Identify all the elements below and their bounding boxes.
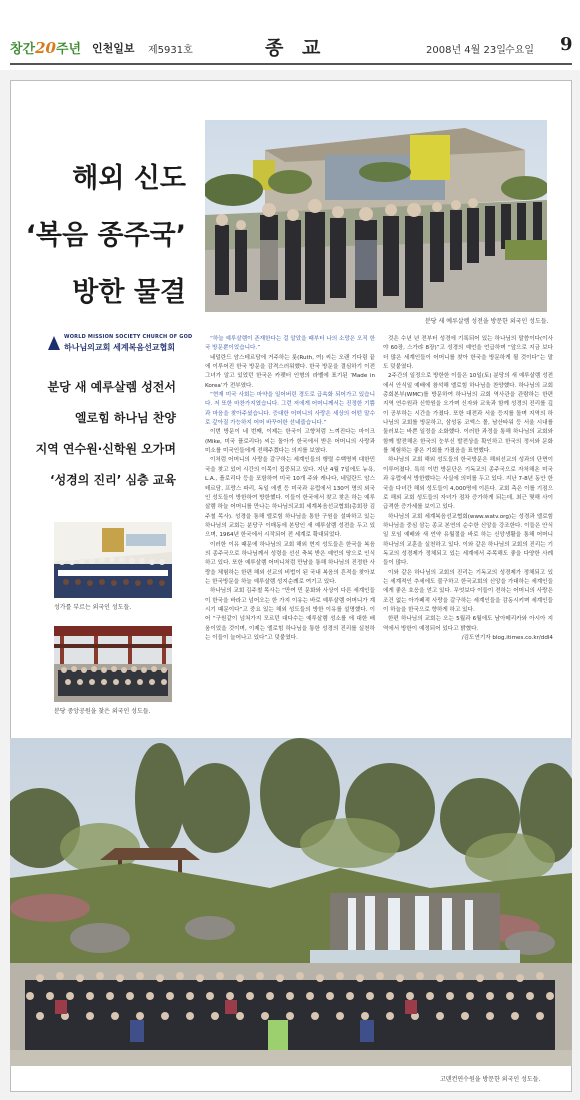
caption-bottom-photo: 고덴컨연수원을 방문한 외국인 성도들. bbox=[440, 1076, 541, 1083]
caption-top-photo: 분당 새 예루살렘 성전을 방문한 외국인 성도들. bbox=[425, 318, 549, 325]
article-column-2 bbox=[383, 335, 553, 735]
paper-name: 인천일보 bbox=[92, 42, 135, 55]
photo-park-group bbox=[54, 626, 172, 702]
paragraph: 하나님의 교회 해외 성도들의 한국방문은 해외선교의 성과의 단면이 이루어졌다. 특히 이번 방문단은 기독교의 종주국으로 자처해온 미국과 유럽에서 방한했다는 사실에 의미를 두고 있다. 지난 7-8년 동안 한국을 다녀간 해외 성도들이 4,000명에 이른다. 교회 측은 이를 기점으로 해외 교회 성도들의 자녀가 점차 증가하게 되는데, 최근 몇해 사이 급격한 증가세를 보이고 있다. bbox=[383, 457, 553, 511]
issue-weekday: 수요일 bbox=[505, 45, 534, 56]
photo-choir-image bbox=[54, 522, 172, 598]
byline: /김도연기자 blog.itimes.co.kr/ddl4 bbox=[461, 635, 553, 641]
paragraph: 하나님의 교회 김주철 목사는 “만여 민 문화와 사상이 다른 세계인들이 한국을 바라고 넘어오는 한 가지 이유는 바로 예루살렘 어머니가 계시기 때문이다”고 중요 있는 해외 성도들의 방한 이유를 설명했다. 이어 “구원같이 넘쳐가지 모르던 대다수는 예루살렘 성소를 에 대한 배움이었을 것이며, 이제는 엘로힘 하나님을 통한 성경의 진리를 실천하는 이들이 늘어나고 있다”고 덧붙였다. bbox=[205, 588, 375, 641]
paragraph: 이러한 이유 때문에 하나님의 교회 해외 현지 성도들은 한국을 복음의 종주국으로 하나님께서 성령을 선신 축복 받은 예언의 땅으로 인식하고 있다. 또한 예루살렘 어머니처럼 만남을 통해 하나님의 진정한 사랑을 체험하는 한편 해외 선교의 비법이 된 국내 복음의 흔적을 찾아보는 한국방문을 하늘 예루살렘 성지순례로 여기고 있다. bbox=[205, 541, 375, 585]
caption-choir-photo: 성가를 부르는 외국인 성도들. bbox=[54, 604, 132, 611]
headline-line: ‘복음 종주국’ bbox=[25, 220, 186, 251]
photo-park-group-image bbox=[54, 626, 172, 702]
subhead: 엘로힘 하나님 찬양 bbox=[74, 411, 176, 425]
masthead-divider bbox=[10, 63, 572, 65]
article-column-1 bbox=[205, 335, 375, 735]
paragraph: 이와 같은 하나님의 교회의 진리는 기독교의 성경제가 정체되고 있는 세계적인 추세에도 불구하고 한국교회의 신앙을 가대하는 세계인들에게 좋은 호응을 얻고 있다. 무엇보다 이들이 전하는 어머니의 사랑은 조건 없는 아가페적 사랑을 갈구하는 세계인들을 감동시키며 세계인들이 하늘을 한국으로 향하게 하고 있다. bbox=[383, 569, 553, 613]
paragraph: 이처럼 어머니의 사랑을 갈구하는 세계인들의 행렬 수백명씩 대한민국을 찾고 있어 시간의 이목이 집중되고 있다. 지난 4월 7일에도 뉴욕, L.A., 플로리다 등을 포함하여 미국 10개 주와 캐나다, 네덜란드 암스테르담, 프랑스 파리, 독일 에센 등 미국과 유럽에서 130여 명의 외국인 성도들이 방한하여 방한했다. 이들이 한국에서 찾고 찾은 하는 예루살렘 하늘 어머니를 만나는 하나님의교회 세계복음선교협회(총회장 김주철 목사). 성경을 통해 엘로힘 하나님을 통한 구원을 설파하고 있는 하나님의 교회는 분당구 이매동에 본당인 새 예루살렘 성전을 두고 있으며, 1964년 한국에서 시작되어 전 세계로 확대되었다. bbox=[205, 457, 375, 539]
photo-choir bbox=[54, 522, 172, 598]
issue-date: 2008년 4월 23일 bbox=[426, 45, 506, 56]
anniversary-suffix: 주년 bbox=[56, 42, 82, 57]
church-logo-icon bbox=[48, 336, 60, 350]
subhead: 분당 새 예루살렘 성전서 bbox=[47, 380, 176, 394]
headline-line: 해외 신도 bbox=[72, 163, 186, 194]
issue-number: 제5931호 bbox=[148, 45, 193, 56]
paragraph: 네덜란드 암스테르담에 거주하는 룻(Ruth, 여) 씨는 오랜 기다림 끝에 이루어진 한국 방문을 감격스러워했다. 한국 방문을 결심하기 이전 그녀가 알고 있었던 한국은 카펫터 인형의 라벨에 표기된 ‘Made in Korea’가 전부였다. bbox=[205, 354, 375, 389]
photo-temple-visit-image bbox=[205, 120, 547, 312]
paragraph: 이번 방문이 네 번째, 이제는 한국이 고향처럼 느껴진다는 마이크(Mike, 미국 플로리다) 씨는 돌아가 한국에서 받은 어머니의 사랑과 미소를 미국인들에게 전해주겠다는 의지를 보였다. bbox=[205, 429, 375, 455]
anniversary-number: 20 bbox=[35, 39, 56, 57]
headline-line: 방한 물결 bbox=[72, 277, 186, 308]
anniversary-prefix: 창간 bbox=[10, 42, 36, 57]
paragraph: “현재 미국 사회는 마약을 일어버린 경도로 급속화 되어가고 있습니다. 저 또한 마찬가지였습니다. 그런 저에게 어머니께서는 진정한 기쁨과 마음을 찾아주셨습니다. 증대한 어머니의 사랑은 세상의 어떤 말수로 갚아질 가능하지 어머 바꾸어한 선네줍습니다.” bbox=[205, 392, 375, 427]
caption-park-photo: 분당 중앙공원을 찾은 외국인 성도들. bbox=[54, 708, 151, 715]
photo-group-training-institute-image bbox=[10, 738, 572, 1066]
page-number: 9 bbox=[560, 34, 573, 55]
subheads bbox=[18, 372, 176, 496]
church-logo bbox=[48, 334, 198, 354]
paragraph: 한편 하나님의 교회는 오는 5월과 6월에도 남아메리카와 아시아 지역에서 방한이 예정되어 있다고 밝혔다. bbox=[383, 616, 553, 632]
section-title: 종 교 bbox=[265, 37, 327, 59]
logo-korean: 하나님의교회 세계복음선교협회 bbox=[64, 343, 175, 352]
photo-temple-visit bbox=[205, 120, 547, 312]
paragraph: 2주간의 일정으로 방한한 이들은 10일(토) 분당의 새 예루살렘 성전에서 안식일 예배에 참석해 엘로힘 하나님을 찬양했다. 하나님의 교회 총회본부(WMC)를 방문하여 하나님의 교회 역사관을 관람하는 한편 지역 연수원과 신학원을 오가며 신자와 교육과 함께 성경의 진리를 깊이 공부하는 시간을 가졌다. 또한 대전과 서울 등지를 돌며 지역의 하나님의 교회를 방문하고, 삼성동 코엑스 몰, 남산타워 등 서울 시내를 둘러보는 바쁜 일정을 소화했다. 이러한 과정을 통해 하나님의 교회와 함께 발전해온 한국의 눈부신 발전상을 확인하고 한국의 정서와 문화를 체험하는 좋은 기회를 가졌음을 표현했다. bbox=[383, 373, 553, 455]
paragraph: 하나님의 교회 세계복음선교협회(www.watv.org)는 성경과 엘로힘 하나님을 중심 삼는 종교 본연의 순수한 신앙을 강조한다. 이들은 안식일 모임 예배와 새 언약 유월절을 바로 하는 신앙생활을 통해 어머니 하나님의 교훈을 실천하고 있다. 이와 같은 하나님의 교회의 진리는 기독교의 성경제가 정체되고 있는 세계에서 주목해도 좋을 다양한 사례들이 많다. bbox=[383, 513, 553, 567]
photo-group-training-institute bbox=[10, 738, 572, 1066]
subhead: ‘성경의 진리’ 심층 교육 bbox=[50, 473, 176, 487]
anniversary-logo bbox=[10, 38, 81, 57]
paragraph: 것은 수년 년 전부터 성경에 기록되어 있는 하나님의 말씀이다(이사야 60장, 스가랴 8장)”고 성경의 예언을 언급하며 “앞으로 지금 보다 더 많은 세계인들이 어머니를 찾아 한국을 방문하게 될 것이다”는 말도 덧붙였다. bbox=[383, 336, 553, 371]
headline bbox=[18, 150, 186, 321]
logo-english: WORLD MISSION SOCIETY CHURCH OF GOD bbox=[64, 334, 193, 340]
paragraph: “하늘 예루살렘이 존재한다는 걸 알았을 때부터 나의 소망은 오직 한국 방문뿐이었습니다.” bbox=[205, 336, 375, 352]
subhead: 지역 연수원·신학원 오가며 bbox=[35, 442, 176, 456]
masthead bbox=[0, 0, 580, 70]
